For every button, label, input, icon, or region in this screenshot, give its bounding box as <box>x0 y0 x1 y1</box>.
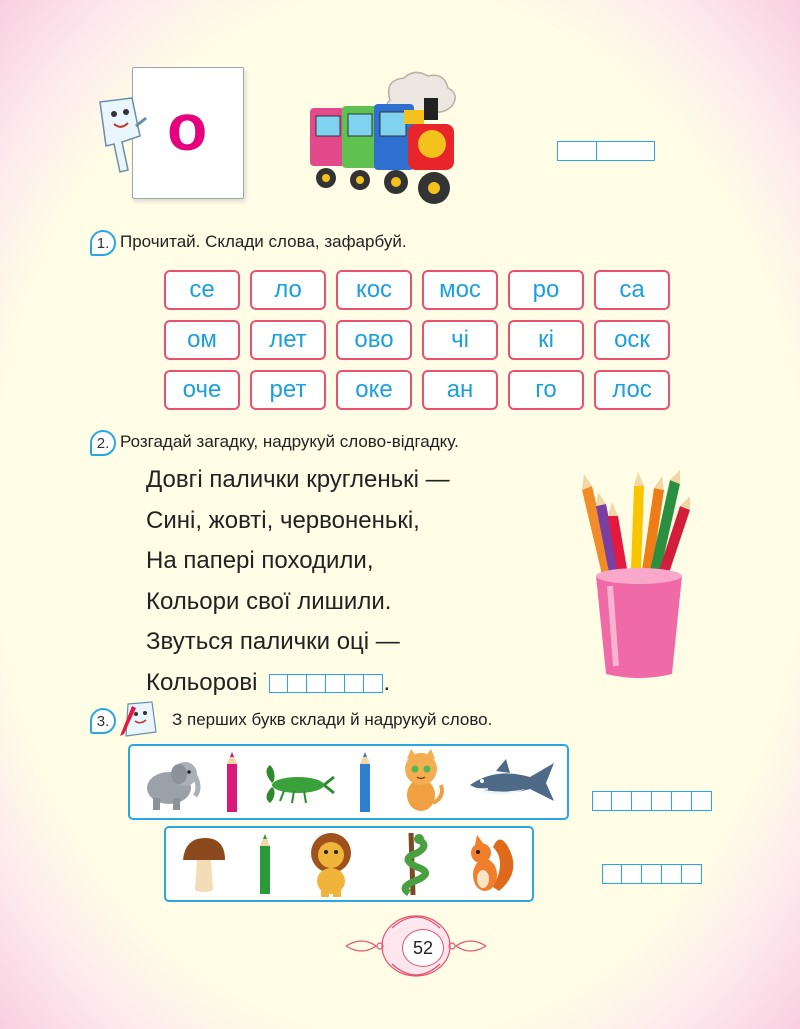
header-word-box[interactable] <box>557 141 655 161</box>
syllable-tile[interactable]: ом <box>164 320 240 360</box>
poem-last-line-prefix: Кольорові <box>146 668 258 696</box>
paper-mascot-icon <box>92 96 148 176</box>
syllable-tile[interactable]: лет <box>250 320 326 360</box>
pencils-in-cup-icon <box>574 466 706 682</box>
snake-icon <box>387 831 437 897</box>
answer-cell[interactable] <box>692 791 712 811</box>
green-pencil-icon <box>255 832 275 896</box>
letter-card <box>132 67 244 199</box>
pink-pencil-icon <box>222 750 242 814</box>
syllable-tile[interactable]: се <box>164 270 240 310</box>
mushroom-icon <box>179 834 229 894</box>
poem-line: Кольори свої лишили. <box>146 587 392 615</box>
answer-cell[interactable] <box>682 864 702 884</box>
picture-row-1 <box>128 744 569 820</box>
shark-icon <box>466 757 558 807</box>
task3-number: 3. <box>90 708 116 734</box>
row2-answer-box[interactable] <box>602 864 702 884</box>
page-number: 52 <box>402 929 444 967</box>
syllable-tile[interactable]: са <box>594 270 670 310</box>
syllable-tile[interactable]: ан <box>422 370 498 410</box>
poem-last-line <box>146 663 450 704</box>
syllable-tile[interactable]: оке <box>336 370 412 410</box>
syllable-tile[interactable]: мос <box>422 270 498 310</box>
task2-number: 2. <box>90 430 116 456</box>
answer-cell[interactable] <box>632 791 652 811</box>
syllable-tile[interactable]: лос <box>594 370 670 410</box>
answer-cell[interactable] <box>622 864 642 884</box>
task1-number: 1. <box>90 230 116 256</box>
syllable-tile[interactable]: ро <box>508 270 584 310</box>
answer-cell[interactable] <box>642 864 662 884</box>
syllable-tile[interactable]: рет <box>250 370 326 410</box>
poem-line: На папері походили, <box>146 547 374 574</box>
syllable-tile[interactable]: го <box>508 370 584 410</box>
answer-cell[interactable] <box>557 141 597 161</box>
task3-instruction: З перших букв склади й надрукуй слово. <box>172 710 493 729</box>
blue-pencil-icon <box>355 750 375 814</box>
answer-cell[interactable] <box>364 674 383 693</box>
syllable-tile[interactable]: кі <box>508 320 584 360</box>
answer-cell[interactable] <box>597 141 655 161</box>
syllable-tile[interactable]: кос <box>336 270 412 310</box>
syllable-tile[interactable]: ло <box>250 270 326 310</box>
poem-line: Звуться палички оці — <box>146 628 400 655</box>
crayfish-icon <box>260 757 336 807</box>
squirrel-icon <box>463 831 519 897</box>
lion-icon <box>301 831 361 897</box>
syllable-tile[interactable]: оск <box>594 320 670 360</box>
answer-cell[interactable] <box>288 674 307 693</box>
riddle-poem <box>146 460 450 703</box>
answer-cell[interactable] <box>662 864 682 884</box>
answer-cell[interactable] <box>652 791 672 811</box>
picture-row-2 <box>164 826 534 902</box>
kitten-icon <box>393 749 447 815</box>
answer-cell[interactable] <box>345 674 364 693</box>
row1-answer-box[interactable] <box>592 791 712 811</box>
answer-cell[interactable] <box>602 864 622 884</box>
task1-instruction: Прочитай. Склади слова, зафарбуй. <box>120 232 407 251</box>
syllable-tile[interactable]: оче <box>164 370 240 410</box>
answer-cell[interactable] <box>326 674 345 693</box>
syllable-tile[interactable]: ово <box>336 320 412 360</box>
syllable-tile[interactable]: чі <box>422 320 498 360</box>
train-icon <box>300 70 470 220</box>
paper-mascot-icon <box>118 700 160 738</box>
riddle-answer-box[interactable] <box>269 674 383 693</box>
answer-cell[interactable] <box>612 791 632 811</box>
answer-cell[interactable] <box>307 674 326 693</box>
elephant-icon <box>139 752 203 812</box>
poem-line: Сині, жовті, червоненькі, <box>146 506 420 534</box>
poem-last-line-suffix: . <box>383 668 391 696</box>
letter-o: о <box>167 90 208 164</box>
syllable-grid <box>164 270 670 410</box>
task2-instruction: Розгадай загадку, надрукуй слово-відгадку. <box>120 432 459 451</box>
poem-line: Довгі палички кругленькі — <box>146 466 450 493</box>
answer-cell[interactable] <box>269 674 288 693</box>
answer-cell[interactable] <box>672 791 692 811</box>
answer-cell[interactable] <box>592 791 612 811</box>
